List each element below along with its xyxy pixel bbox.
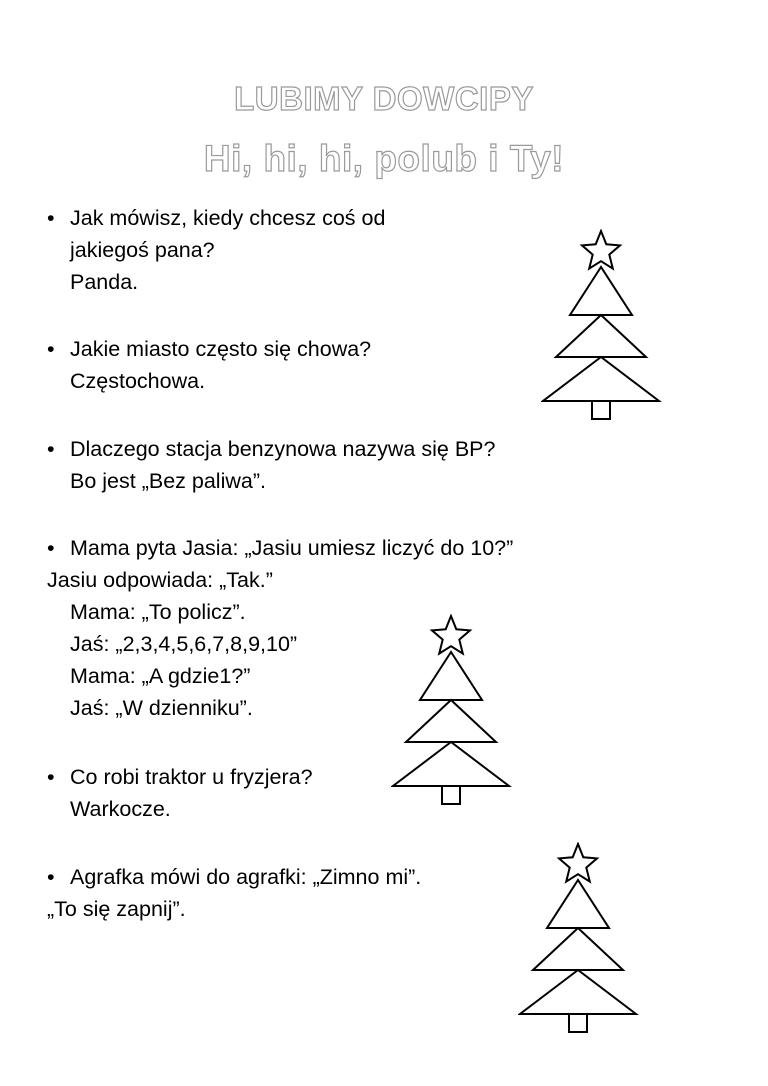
joke-6-line-2: „To się zapnij”. [47, 897, 186, 921]
page-subtitle: Hi, hi, hi, polub i Ty! [203, 138, 565, 179]
joke-1-question-cont: jakiegoś pana? [70, 238, 215, 262]
joke-1-question: Jak mówisz, kiedy chcesz coś od [70, 206, 386, 230]
bullet: • [47, 765, 55, 789]
joke-4-line-2: Jasiu odpowiada: „Tak.” [47, 568, 273, 592]
joke-6-line-1: Agrafka mówi do agrafki: „Zimno mi”. [70, 865, 422, 889]
joke-4-line-1: Mama pyta Jasia: „Jasiu umiesz liczyć do 10?” [70, 536, 514, 560]
joke-5-answer: Warkocze. [70, 797, 171, 821]
joke-5-question: Co robi traktor u fryzjera? [70, 765, 313, 789]
bullet: • [47, 337, 55, 361]
christmas-tree-icon [391, 614, 521, 810]
joke-4-line-6: Jaś: „W dzienniku”. [70, 696, 253, 720]
joke-4-line-3: Mama: „To policz”. [70, 600, 246, 624]
joke-3-answer: Bo jest „Bez paliwa”. [70, 469, 266, 493]
joke-4-line-5: Mama: „A gdzie1?” [70, 664, 251, 688]
bullet: • [47, 206, 55, 230]
christmas-tree-icon [541, 229, 671, 425]
bullet: • [47, 437, 55, 461]
joke-2-question: Jakie miasto często się chowa? [70, 337, 372, 361]
bullet: • [47, 536, 55, 560]
joke-3-question: Dlaczego stacja benzynowa nazywa się BP? [70, 437, 496, 461]
joke-1-answer: Panda. [70, 270, 139, 294]
joke-4-line-4: Jaś: „2,3,4,5,6,7,8,9,10” [70, 632, 298, 656]
page-title: LUBIMY DOWCIPY [234, 80, 534, 117]
bullet: • [47, 865, 55, 889]
joke-2-answer: Częstochowa. [70, 369, 206, 393]
christmas-tree-icon [518, 842, 648, 1038]
